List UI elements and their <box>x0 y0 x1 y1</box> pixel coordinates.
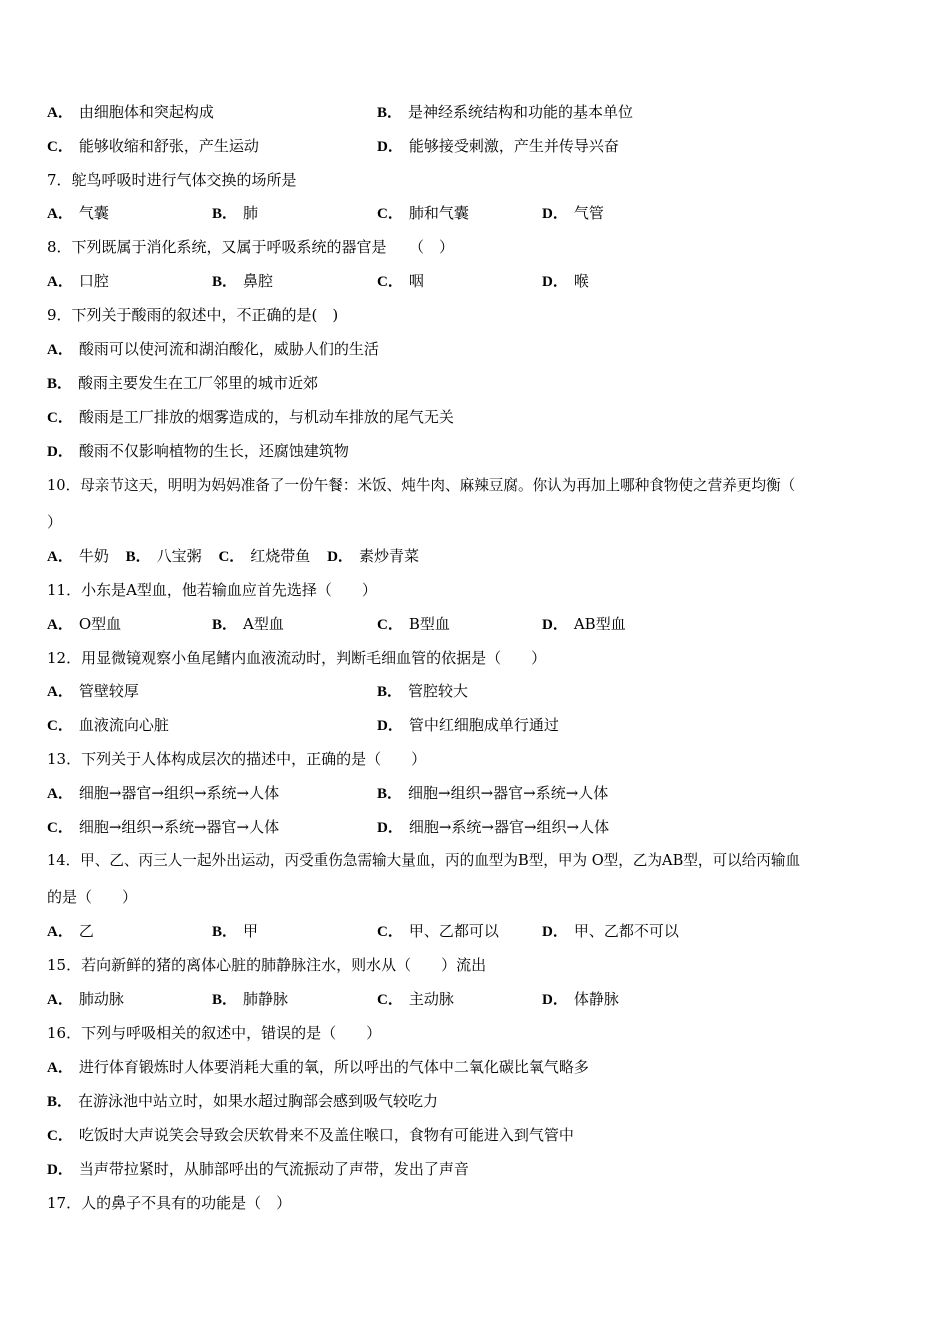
option-c: C． 细胞→组织→系统→器官→人体 <box>47 818 280 836</box>
question-8-stem: 8．下列既属于消化系统，又属于呼吸系统的器官是 （ ） <box>47 238 455 256</box>
option-c: C． 血液流向心脏 <box>47 716 169 734</box>
option-d: D． 酸雨不仅影响植物的生长，还腐蚀建筑物 <box>47 442 349 460</box>
option-b: B． 鼻腔 <box>212 272 274 290</box>
option-b: B． 是神经系统结构和功能的基本单位 <box>377 103 634 121</box>
option-b: B． A型血 <box>212 615 284 633</box>
option-a: A． 口腔 <box>47 272 109 290</box>
option-c: C． 吃饭时大声说笑会导致会厌软骨来不及盖住喉口，食物有可能进入到气管中 <box>47 1126 574 1144</box>
question-17-stem: 17．人的鼻子不具有的功能是（ ） <box>47 1194 292 1212</box>
option-d: D． 当声带拉紧时，从肺部呼出的气流振动了声带，发出了声音 <box>47 1160 469 1178</box>
option-d: D． 管中红细胞成单行通过 <box>377 716 559 734</box>
option-b: B． 甲 <box>212 922 259 940</box>
question-10-stem-cont: ） <box>47 513 63 531</box>
option-a: A． 细胞→器官→组织→系统→人体 <box>47 784 280 802</box>
option-c: C． B型血 <box>377 615 450 633</box>
option-d: D． AB型血 <box>542 615 626 633</box>
question-16-stem: 16．下列与呼吸相关的叙述中，错误的是（ ） <box>47 1024 382 1042</box>
option-a: A． 管壁较厚 <box>47 682 139 700</box>
option-a: A． 酸雨可以使河流和湖泊酸化，威胁人们的生活 <box>47 340 379 358</box>
option-a: A． 肺动脉 <box>47 990 124 1008</box>
option-c: C． 酸雨是工厂排放的烟雾造成的，与机动车排放的尾气无关 <box>47 408 454 426</box>
option-a: A． 进行体育锻炼时人体要消耗大重的氧，所以呼出的气体中二氧化碳比氧气略多 <box>47 1058 589 1076</box>
options-row: A． 牛奶 B． 八宝粥 C． 红烧带鱼 D． 素炒青菜 <box>47 547 419 565</box>
question-14-stem-cont: 的是（ ） <box>47 888 138 906</box>
option-d: D． 甲、乙都不可以 <box>542 922 679 940</box>
question-9-stem: 9．下列关于酸雨的叙述中，不正确的是( ) <box>47 306 339 324</box>
option-c: C． 能够收缩和舒张，产生运动 <box>47 137 259 155</box>
option-c: C． 甲、乙都可以 <box>377 922 499 940</box>
question-13-stem: 13．下列关于人体构成层次的描述中，正确的是（ ） <box>47 750 427 768</box>
question-11-stem: 11．小东是A型血，他若输血应首先选择（ ） <box>47 581 377 599</box>
question-15-stem: 15．若向新鲜的猪的离体心脏的肺静脉注水，则水从（ ）流出 <box>47 956 487 974</box>
question-7-stem: 7．鸵鸟呼吸时进行气体交换的场所是 <box>47 171 297 189</box>
option-b: B． 肺 <box>212 204 259 222</box>
option-d: D． 喉 <box>542 272 589 290</box>
option-d: D． 能够接受刺激，产生并传导兴奋 <box>377 137 619 155</box>
option-b: B． 管腔较大 <box>377 682 469 700</box>
option-d: D． 气管 <box>542 204 604 222</box>
option-d: D． 体静脉 <box>542 990 619 1008</box>
option-c: C． 主动脉 <box>377 990 454 1008</box>
option-c: C． 肺和气囊 <box>377 204 469 222</box>
option-a: A． 乙 <box>47 922 94 940</box>
option-b: B． 细胞→组织→器官→系统→人体 <box>377 784 609 802</box>
option-a: A． 由细胞体和突起构成 <box>47 103 214 121</box>
option-b: B． 在游泳池中站立时，如果水超过胸部会感到吸气较吃力 <box>47 1092 439 1110</box>
option-b: B． 肺静脉 <box>212 990 289 1008</box>
option-b: B． 酸雨主要发生在工厂邻里的城市近郊 <box>47 374 319 392</box>
option-d: D． 细胞→系统→器官→组织→人体 <box>377 818 610 836</box>
option-a: A． 气囊 <box>47 204 109 222</box>
option-c: C． 咽 <box>377 272 424 290</box>
option-a: A． O型血 <box>47 615 122 633</box>
question-12-stem: 12．用显微镜观察小鱼尾鳍内血液流动时，判断毛细血管的依据是（ ） <box>47 649 547 667</box>
question-10-stem: 10．母亲节这天，明明为妈妈准备了一份午餐：米饭、炖牛肉、麻辣豆腐。你认为再加上哪种食物使之营养更均衡（ <box>47 477 796 494</box>
question-14-stem: 14．甲、乙、丙三人一起外出运动，丙受重伤急需输大量血，丙的血型为B型，甲为 O型，乙为AB型，可以给丙输血 <box>47 852 801 869</box>
